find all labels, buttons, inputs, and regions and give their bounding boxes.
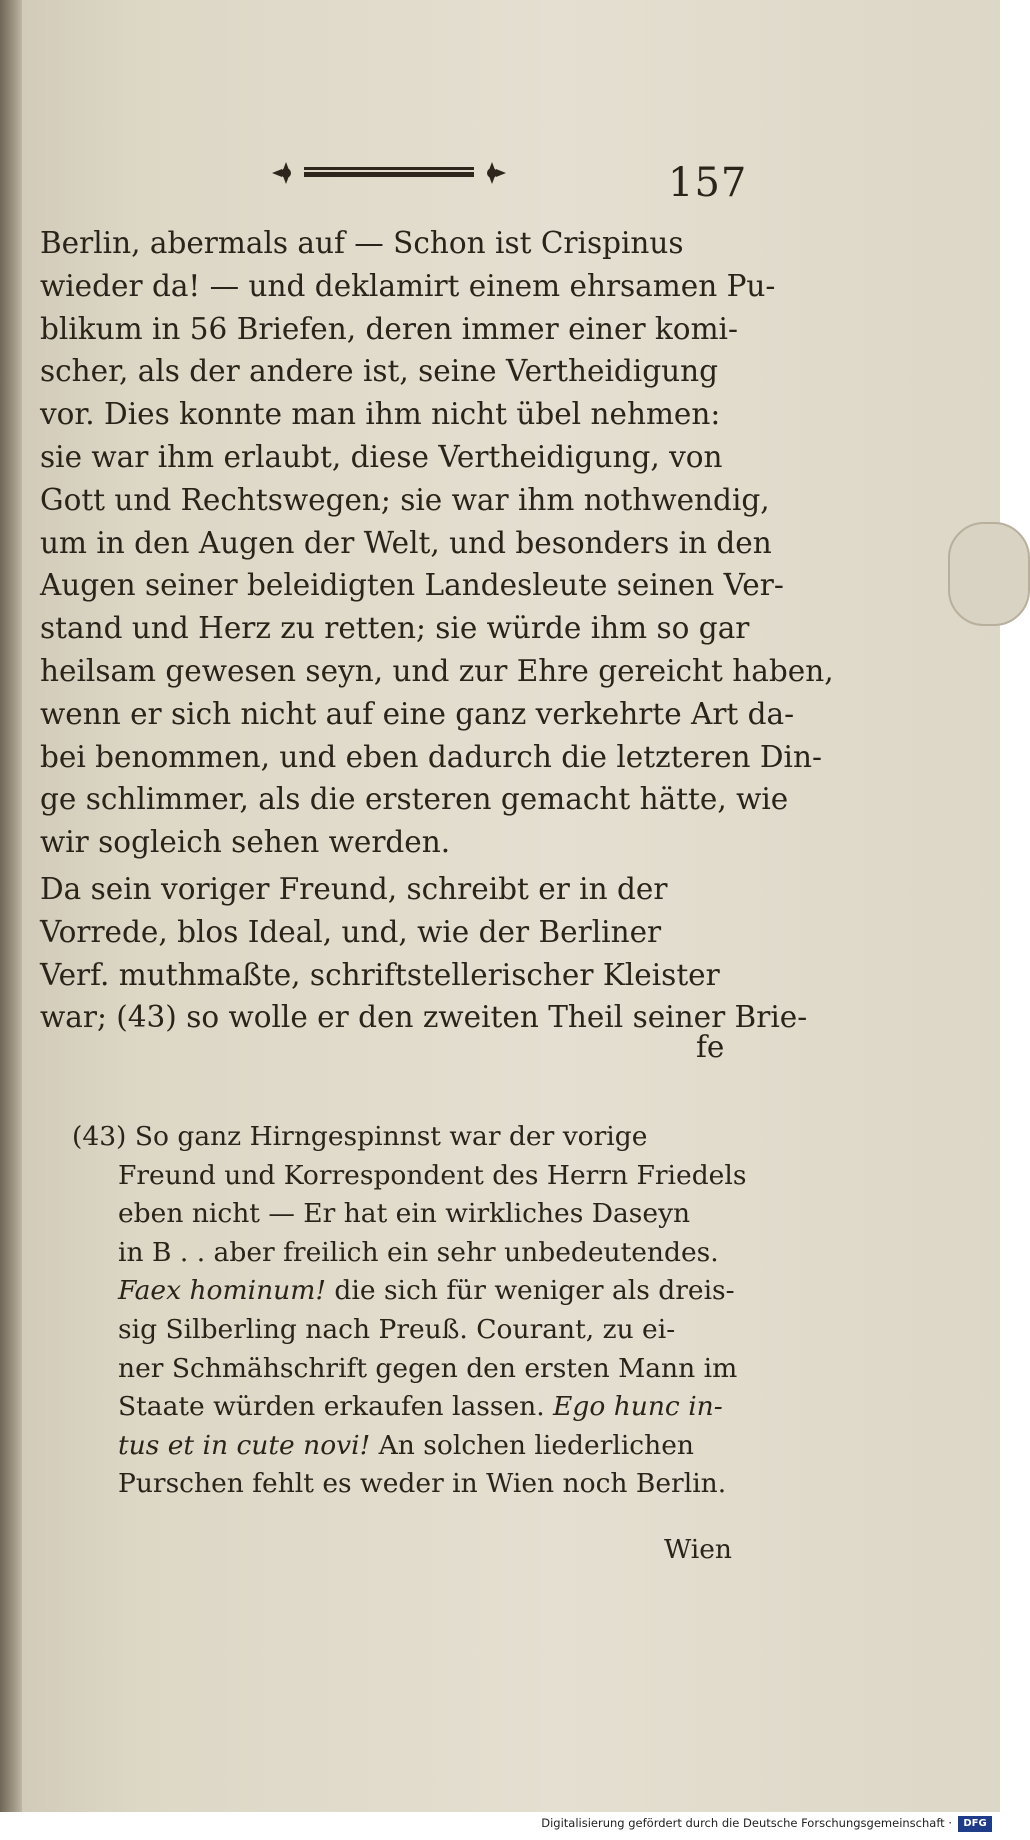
text-line: ge schlimmer, als die ersteren gemacht hätte, wie — [40, 782, 789, 817]
text-line: Verf. muthmaßte, schriftstellerischer Kleister — [40, 957, 720, 992]
catchword: fe — [696, 1030, 725, 1064]
footnote-line: sig Silberling nach Preuß. Courant, zu ei- — [118, 1313, 676, 1345]
footnote-text: Staate würden erkaufen lassen. — [118, 1391, 554, 1423]
text-line: wieder da! — und deklamirt einem ehrsamen Pu- — [40, 268, 776, 303]
dfg-logo-icon: DFG — [958, 1816, 992, 1832]
footnote-line: in B . . aber freilich ein sehr unbedeutendes. — [118, 1236, 719, 1268]
footnote-line: eben nicht — Er hat ein wirkliches Daseyn — [118, 1198, 691, 1230]
text-line: scher, als der andere ist, seine Vertheidigung — [40, 354, 718, 389]
funding-credit: Digitalisierung gefördert durch die Deutsche Forschungsgemeinschaft · — [541, 1816, 952, 1830]
footer-bar — [0, 1812, 1000, 1840]
footnote-line — [72, 1272, 736, 1311]
footnote-line: (43) So ganz Hirngespinnst war der vorige — [72, 1121, 648, 1152]
text-line: bei benommen, und eben dadurch die letzteren Din- — [40, 739, 822, 774]
page-number: 157 — [668, 160, 748, 206]
text-line: heilsam gewesen seyn, und zur Ehre gereicht haben, — [40, 653, 834, 688]
text-line: vor. Dies konnte man ihm nicht übel nehmen: — [40, 397, 721, 432]
text-line: wir sogleich sehen werden. — [40, 825, 451, 860]
text-line: sie war ihm erlaubt, diese Vertheidigung, von — [40, 439, 723, 474]
ornament-rule-thick — [304, 172, 474, 177]
text-line: Berlin, abermals auf — Schon ist Crispinus — [40, 226, 684, 260]
left-flourish-icon — [272, 162, 291, 184]
text-line: Gott und Rechtswegen; sie war ihm nothwendig, — [40, 482, 770, 517]
text-line: Vorrede, blos Ideal, und, wie der Berliner — [40, 914, 662, 949]
text-line: um in den Augen der Welt, und besonders in den — [40, 525, 772, 560]
footnote-text: An solchen liederlichen — [370, 1429, 694, 1461]
footnote-line: Purschen fehlt es weder in Wien noch Berlin. — [118, 1468, 727, 1500]
body-paragraph-1 — [40, 222, 834, 864]
footnote-line — [72, 1388, 736, 1427]
header-ornament — [270, 158, 508, 188]
footnote-text: die sich für weniger als dreis- — [325, 1275, 735, 1307]
text-line: Augen seiner beleidigten Landesleute seinen Ver- — [40, 568, 784, 603]
latin-quote: Ego hunc in- — [553, 1391, 723, 1423]
text-line: war; (43) so wolle er den zweiten Theil seiner Brie- — [40, 1000, 808, 1035]
text-line: blikum in 56 Briefen, deren immer einer komi- — [40, 311, 738, 346]
page-edge-tab — [948, 522, 1030, 626]
body-paragraph-2 — [40, 868, 808, 1039]
text-line: wenn er sich nicht auf eine ganz verkehrte Art da- — [40, 696, 795, 731]
footnote-catchword: Wien — [664, 1534, 732, 1565]
text-line: Da sein voriger Freund, schreibt er in der — [40, 872, 668, 906]
footnote-43 — [72, 1118, 747, 1504]
ornament-rule — [304, 167, 474, 170]
right-flourish-icon — [487, 162, 506, 184]
latin-quote: tus et in cute novi! — [118, 1429, 371, 1461]
footnote-line — [72, 1427, 736, 1466]
latin-quote: Faex hominum! — [118, 1275, 326, 1307]
footnote-line: ner Schmähschrift gegen den ersten Mann im — [118, 1352, 738, 1384]
footnote-line: Freund und Korrespondent des Herrn Friedels — [118, 1159, 747, 1191]
text-line: stand und Herz zu retten; sie würde ihm so gar — [40, 611, 750, 646]
